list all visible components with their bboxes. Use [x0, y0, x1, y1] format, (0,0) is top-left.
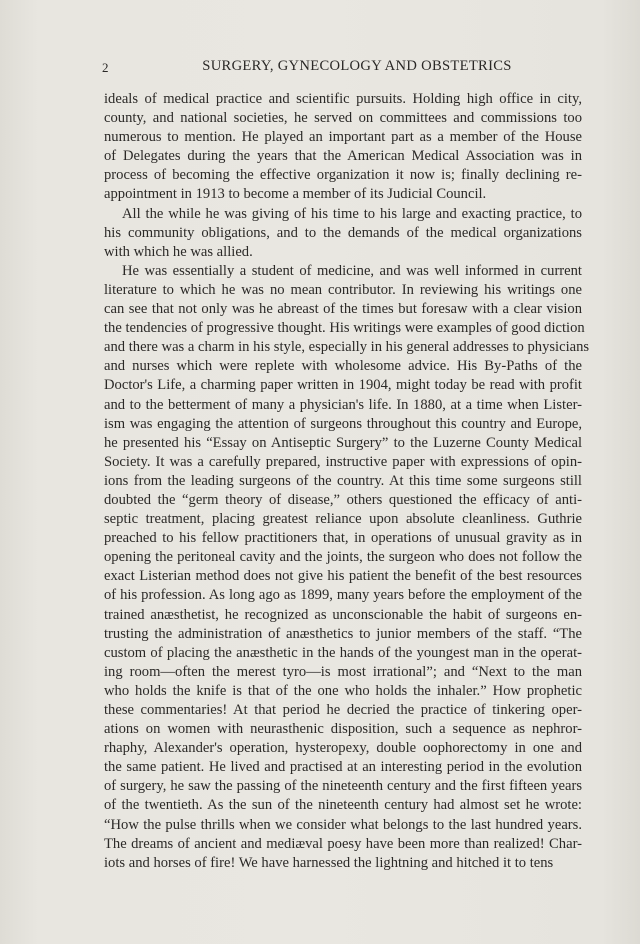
- text-line: of Delegates during the years that the American Medical Association was in: [104, 148, 582, 165]
- page-number: 2: [102, 60, 109, 75]
- text-line: “How the pulse thrills when we consider what belongs to the last hundred years.: [104, 816, 582, 833]
- text-line: and there was a charm in his style, especially in his general addresses to physicians: [104, 339, 590, 356]
- text-line: septic treatment, placing greatest reliance upon absolute cleanliness. Guthrie: [104, 511, 582, 528]
- text-line: the same patient. He lived and practised at an interesting period in the evolution: [104, 759, 582, 776]
- text-line: who holds the knife is that of the one who holds the inhaler.” How prophetic: [104, 682, 582, 699]
- text-line: custom of placing the anæsthetic in the hands of the youngest man in the operat-: [104, 644, 582, 661]
- text-line: the tendencies of progressive thought. His writings were examples of good diction: [104, 320, 585, 337]
- paragraph-3: [104, 262, 590, 873]
- text-line: ions from the leading surgeons of the country. At this time some surgeons still: [104, 472, 582, 489]
- text-line: rhaphy, Alexander's operation, hysteropexy, double oophorectomy in one and: [104, 740, 582, 757]
- text-line: iots and horses of fire! We have harnessed the lightning and hitched it to tens: [104, 854, 554, 871]
- text-line: and nurses which were replete with wholesome advice. His By-Paths of the: [104, 358, 582, 375]
- page-header: [102, 58, 582, 78]
- text-line: ations on women with neurasthenic disposition, such a sequence as nephror-: [104, 721, 582, 738]
- text-line: trusting the administration of anæsthetics to junior members of the staff. “The: [104, 625, 582, 642]
- text-line: opening the peritoneal cavity and the joints, the surgeon who does not follow the: [104, 549, 582, 566]
- text-line: of the twentieth. As the sun of the nineteenth century had almost set he wrote:: [104, 797, 582, 814]
- text-line: literature to which he was no mean contributor. In reviewing his writings one: [104, 281, 582, 298]
- text-line: appointment in 1913 to become a member of its Judicial Council.: [104, 186, 487, 203]
- text-line: his community obligations, and to the demands of the medical organizations: [104, 224, 582, 241]
- paragraph-1: [104, 90, 582, 205]
- text-line: with which he was allied.: [104, 243, 253, 260]
- text-line: ideals of medical practice and scientific pursuits. Holding high office in city,: [104, 91, 582, 107]
- text-line: of surgery, he saw the passing of the nineteenth century and the first fifteen years: [104, 778, 582, 795]
- text-line: numerous to mention. He played an important part as a member of the House: [104, 129, 582, 146]
- text-line: ing room—often the merest tyro—is most irrational”; and “Next to the man: [104, 663, 582, 680]
- text-line: He was essentially a student of medicine, and was well informed in current: [122, 262, 582, 279]
- text-line: The dreams of ancient and mediæval poesy have been more than realized! Char-: [104, 835, 582, 852]
- text-line: these commentaries! At that period he decried the practice of tinkering oper-: [104, 702, 582, 718]
- text-line: process of becoming the effective organization it now is; finally declining re-: [104, 167, 582, 184]
- text-line: exact Listerian method does not give his patient the benefit of the best resources: [104, 568, 582, 585]
- body-text: [104, 90, 590, 873]
- running-head: SURGERY, GYNECOLOGY AND OBSTETRICS: [202, 58, 512, 74]
- text-line: of his profession. As long ago as 1899, many years before the employment of the: [104, 587, 582, 604]
- text-line: trained anæsthetist, he recognized as unconscionable the habit of surgeons en-: [104, 606, 582, 623]
- text-line: doubted the “germ theory of disease,” others questioned the efficacy of anti-: [104, 491, 582, 508]
- text-line: All the while he was giving of his time to his large and exacting practice, to: [122, 205, 582, 222]
- text-line: Society. It was a carefully prepared, instructive paper with expressions of opin-: [104, 453, 582, 470]
- text-line: and to the betterment of many a physician's life. In 1880, at a time when Lister-: [104, 396, 582, 413]
- text-line: preached to his fellow practitioners that, in operations of unusual gravity as in: [104, 530, 582, 547]
- paragraph-2: [104, 205, 582, 262]
- text-line: Doctor's Life, a charming paper written in 1904, might today be read with profit: [104, 377, 582, 394]
- text-line: he presented his “Essay on Antiseptic Surgery” to the Luzerne County Medical: [104, 434, 582, 451]
- text-line: can see that not only was he abreast of the times but foresaw with a clear vision: [104, 301, 582, 318]
- text-line: county, and national societies, he served on committees and commissions too: [104, 110, 582, 127]
- text-line: ism was engaging the attention of surgeons throughout this country and Europe,: [104, 415, 582, 432]
